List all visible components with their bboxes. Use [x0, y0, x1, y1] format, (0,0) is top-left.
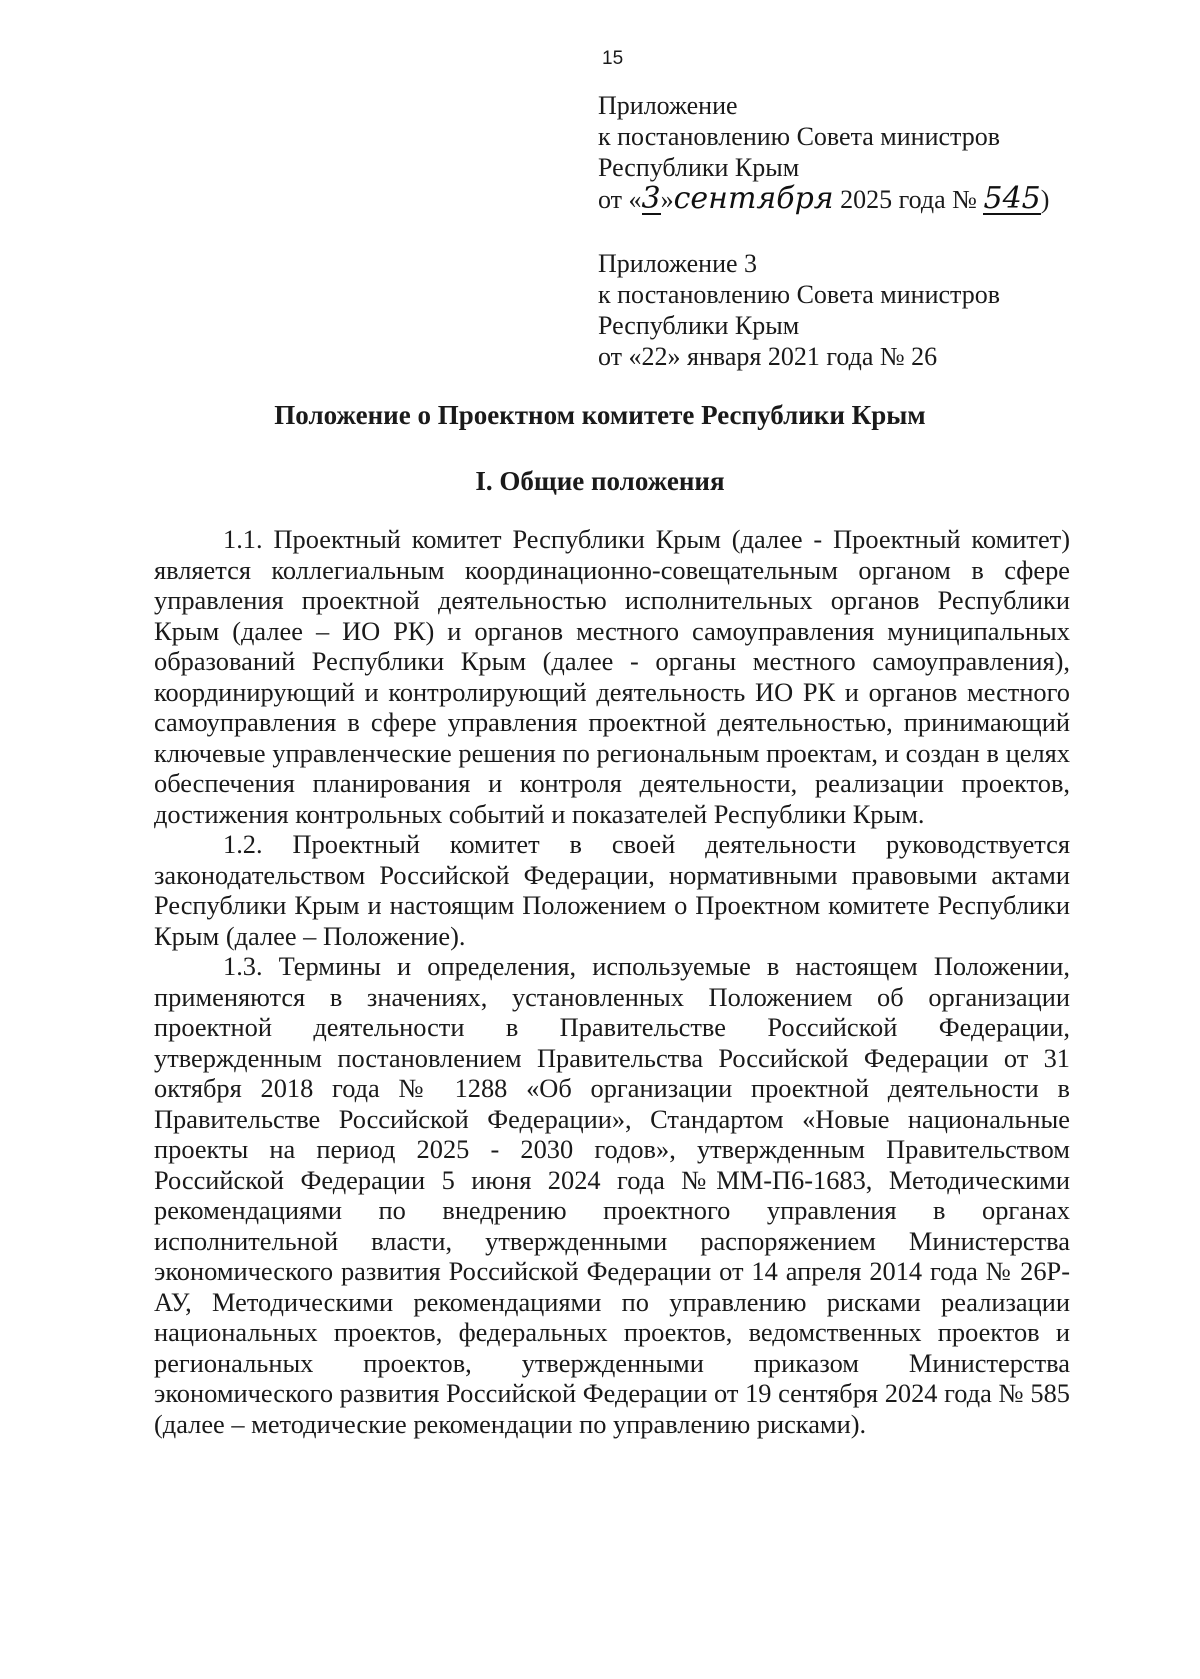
paragraph-1-1: 1.1. Проектный комитет Республики Крым (далее - Проектный комитет) является коллегиальным координационно-совещательным органом в сфере управления проектной деятельностью исполнительных органов Республики Крым (далее – ИО РК) и органов местного самоуправления муниципальных образований Республики Крым (далее - органы местного самоуправления), координирующий и контролирующий деятельность ИО РК и органов местного самоуправления в сфере управления проектной деятельностью, принимающий ключевые управленческие решения по региональным проектам, и создан в целях обеспечения планирования и контроля деятельности, реализации проектов, достижения контрольных событий и показателей Республики Крым.	[154, 524, 1070, 829]
date-year-text: 2025 года №	[840, 185, 977, 214]
section-title: I. Общие положения	[475, 466, 725, 496]
handwritten-month: сентября	[673, 181, 834, 216]
attachment-date-line: от «22» января 2021 года № 26	[598, 342, 938, 371]
page-number: 15	[602, 48, 624, 69]
date-prefix: от «	[598, 185, 642, 214]
date-mid: »	[660, 185, 674, 214]
attachment-decree-line: к постановлению Совета министров	[598, 280, 1000, 309]
attachment-date-line: от «3»сентября 2025 года № 545)	[598, 181, 1050, 216]
handwritten-number: 545	[983, 181, 1041, 216]
handwritten-day: 3	[641, 181, 661, 216]
attachment-title: Приложение 3	[598, 249, 758, 278]
paragraph-1-3: 1.3. Термины и определения, используемые в настоящем Положении, применяются в значениях, установленных Положением об организации проектной деятельности в Правительстве Российской Федерации, утвержденным постановлением Правительства Российской Федерации от 31 октября 2018 года № 1288 «Об организации проектной деятельности в Правительстве Российской Федерации», Стандартом «Новые национальные проекты на период 2025 - 2030 годов», утвержденным Правительством Российской Федерации 5 июня 2024 года №ММ-П6-1683, Методическими рекомендациями по внедрению проектного управления в органах исполнительной власти, утвержденными распоряжением Министерства экономического развития Российской Федерации от 14 апреля 2014 года № 26Р-АУ, Методическими рекомендациями по управлению рисками реализации национальных проектов, федеральных проектов, ведомственных проектов и региональных проектов, утвержденными приказом Министерства экономического развития Российской Федерации от 19 сентября 2024 года № 585 (далее – методические рекомендации по управлению рисками).	[154, 951, 1070, 1439]
attachment-header-original	[598, 248, 1000, 372]
attachment-decree-line: к постановлению Совета министров	[598, 122, 1000, 151]
document-title: Положение о Проектном комитете Республики Крым	[274, 400, 926, 430]
attachment-header-current	[598, 90, 1049, 215]
attachment-region-line: Республики Крым	[598, 311, 800, 340]
attachment-title: Приложение	[598, 91, 738, 120]
paragraph-1-2: 1.2. Проектный комитет в своей деятельности руководствуется законодательством Российской Федерации, нормативными правовыми актами Республики Крым и настоящим Положением о Проектном комитете Республики Крым (далее – Положение).	[154, 829, 1070, 951]
attachment-region-line: Республики Крым	[598, 153, 800, 182]
document-body	[154, 524, 1070, 1439]
